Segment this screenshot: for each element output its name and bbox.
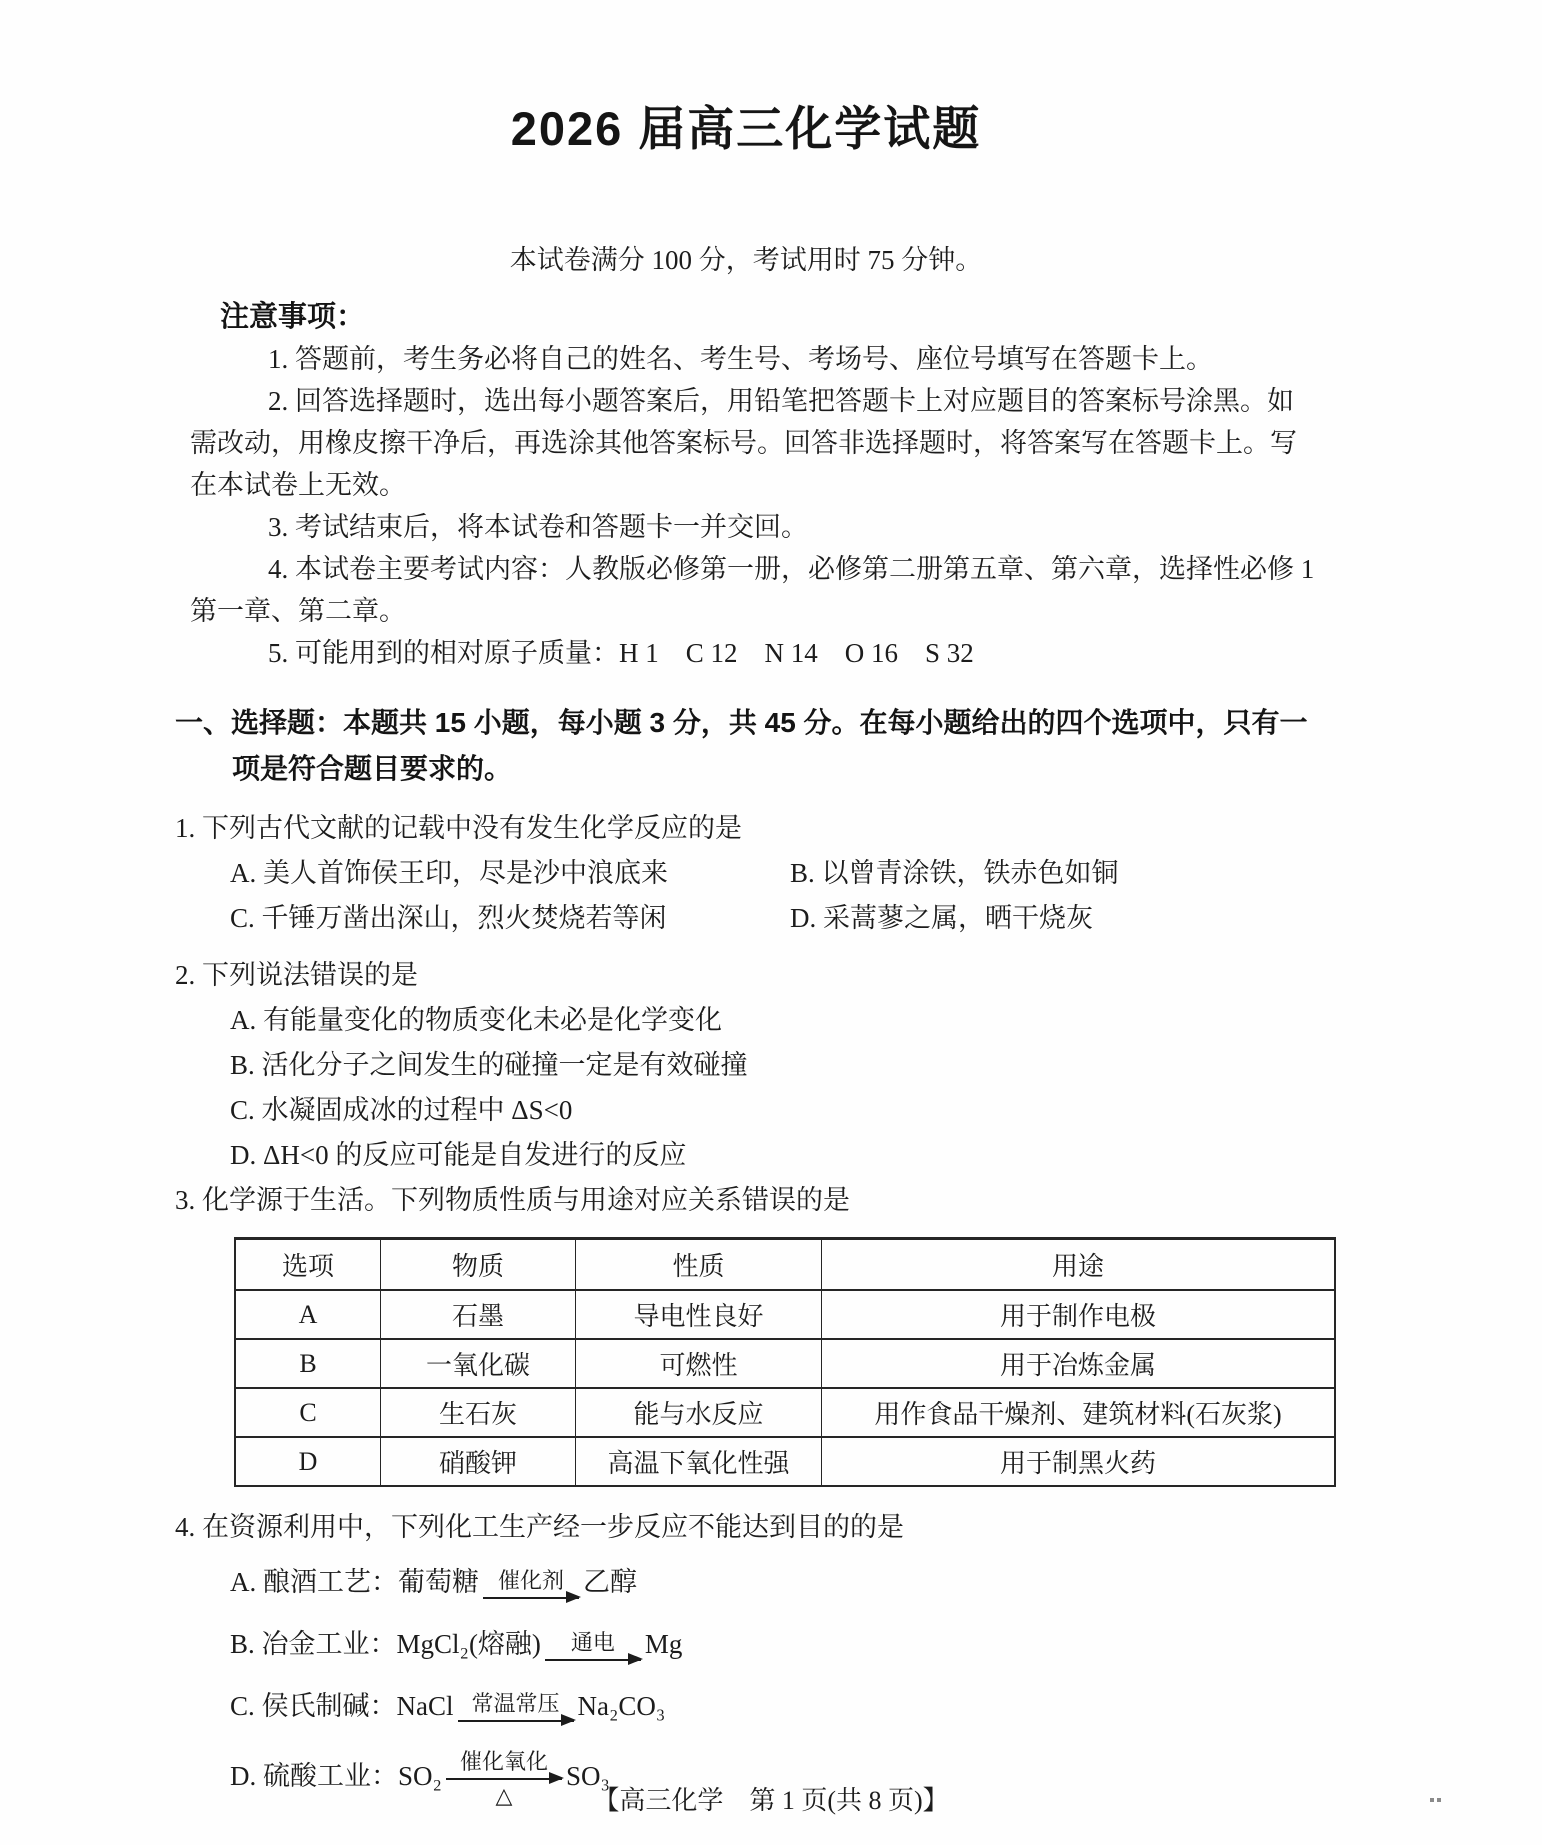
question-4: [175, 1505, 1317, 1809]
question-2-stem: 2. 下列说法错误的是: [175, 960, 418, 990]
table-cell: 高温下氧化性强: [576, 1437, 822, 1486]
table-cell: C: [235, 1388, 381, 1437]
table-cell: B: [235, 1339, 381, 1388]
properties-uses-table: [234, 1237, 1336, 1487]
header-cell: 性质: [576, 1239, 822, 1291]
page-footer: 【高三化学 第 1 页(共 8 页)】: [593, 1786, 949, 1815]
question-1-stem: 1. 下列古代文献的记载中没有发生化学反应的是: [175, 813, 742, 843]
table-row: [235, 1388, 1335, 1437]
reaction-arrow: [545, 1630, 641, 1664]
arrow-condition-label: △: [495, 1783, 513, 1809]
option-a: A. 有能量变化的物质变化未必是化学变化: [230, 1005, 722, 1035]
reaction-arrow-icon: [483, 1597, 579, 1599]
table-cell: 用于冶炼金属: [822, 1339, 1336, 1388]
arrow-condition-label: 常温常压: [471, 1691, 560, 1717]
notice-section: [190, 296, 1317, 674]
reactant-text: D. 硫酸工业：SO₂: [230, 1761, 442, 1792]
header-cell: 物质: [381, 1239, 576, 1291]
question-1: [175, 806, 1317, 941]
reactant-text: B. 冶金工业：MgCl₂(熔融): [230, 1628, 541, 1659]
notice-item-1: 1. 答题前，考生务必将自己的姓名、考生号、考场号、座位号填写在答题卡上。: [268, 344, 1213, 374]
reaction-arrow-icon: [458, 1720, 574, 1722]
option-a-reaction: [230, 1564, 1317, 1602]
question-3-stem: 3. 化学源于生活。下列物质性质与用途对应关系错误的是: [175, 1185, 850, 1215]
table-cell: 能与水反应: [576, 1388, 822, 1437]
table-row: [235, 1290, 1335, 1339]
question-3: [175, 1178, 1317, 1487]
table-cell: 一氧化碳: [381, 1339, 576, 1388]
table-cell: 石墨: [381, 1290, 576, 1339]
arrow-condition-label: 通电: [570, 1629, 615, 1655]
question-4-stem: 4. 在资源利用中，下列化工生产经一步反应不能达到目的的是: [175, 1512, 904, 1542]
notice-item-5: 5. 可能用到的相对原子质量：H 1 C 12 N 14 O 16 S 32: [268, 638, 974, 668]
table-cell: 用于制黑火药: [822, 1437, 1336, 1486]
option-b-reaction: [230, 1626, 1317, 1664]
option-d: D. 采蒿蓼之属，晒干烧灰: [790, 903, 1093, 933]
table-row: [235, 1437, 1335, 1486]
product-text: Na₂CO₃: [577, 1690, 666, 1721]
table-row: [235, 1339, 1335, 1388]
reaction-arrow: [458, 1691, 574, 1725]
table-cell: 生石灰: [381, 1388, 576, 1437]
option-b: B. 活化分子之间发生的碰撞一定是有效碰撞: [230, 1050, 748, 1080]
table-cell: 可燃性: [576, 1339, 822, 1388]
reactant-text: A. 酿酒工艺：葡萄糖: [230, 1567, 479, 1597]
table-cell: 硝酸钾: [381, 1437, 576, 1486]
notice-item-3: 3. 考试结束后，将本试卷和答题卡一并交回。: [268, 512, 808, 542]
product-text: 乙醇: [583, 1567, 637, 1597]
notice-item-4: 4. 本试卷主要考试内容：人教版必修第一册，必修第二册第五章、第六章，选择性必修 1 第一章、第二章。: [190, 554, 1315, 626]
option-a: A. 美人首饰侯王印，尽是沙中浪底来: [230, 858, 668, 888]
notice-heading: 注意事项：: [220, 301, 366, 333]
reaction-arrow: [483, 1568, 579, 1602]
page-title: 2026 届高三化学试题: [510, 102, 982, 155]
question-1-options: [230, 851, 1317, 941]
table-cell: 用作食品干燥剂、建筑材料(石灰浆): [822, 1388, 1336, 1437]
arrow-condition-label: 催化氧化: [459, 1749, 548, 1775]
reaction-arrow-icon: [545, 1659, 641, 1661]
option-b: B. 以曾青涂铁，铁赤色如铜: [790, 858, 1119, 888]
option-c: C. 水凝固成冰的过程中 ΔS<0: [230, 1095, 573, 1125]
option-c-reaction: [230, 1688, 1317, 1726]
exam-info-line: 本试卷满分 100 分，考试用时 75 分钟。: [509, 245, 983, 275]
scan-artifact: [1430, 1798, 1434, 1802]
section1-heading: 一、选择题：本题共 15 小题，每小题 3 分，共 45 分。在每小题给出的四个选项中，只有一项是符合题目要求的。: [175, 707, 1308, 784]
product-text: SO₃: [565, 1761, 610, 1792]
header-cell: 选项: [235, 1239, 381, 1291]
question-2: [175, 953, 1317, 1178]
table-cell: 导电性良好: [576, 1290, 822, 1339]
reactant-text: C. 侯氏制碱：NaCl: [230, 1690, 454, 1721]
table-cell: A: [235, 1290, 381, 1339]
notice-item-2: 2. 回答选择题时，选出每小题答案后，用铅笔把答题卡上对应题目的答案标号涂黑。如需改动，用橡皮擦干净后，再选涂其他答案标号。回答非选择题时，将答案写在答题卡上。写在本试卷上无效。: [190, 386, 1297, 500]
option-c: C. 千锤万凿出深山，烈火焚烧若等闲: [230, 903, 667, 933]
header-cell: 用途: [822, 1239, 1336, 1291]
table-cell: 用于制作电极: [822, 1290, 1336, 1339]
table-header-row: [235, 1239, 1335, 1291]
product-text: Mg: [644, 1628, 683, 1659]
table-cell: D: [235, 1437, 381, 1486]
option-d: D. ΔH<0 的反应可能是自发进行的反应: [230, 1140, 687, 1170]
arrow-condition-label: 催化剂: [497, 1567, 564, 1593]
